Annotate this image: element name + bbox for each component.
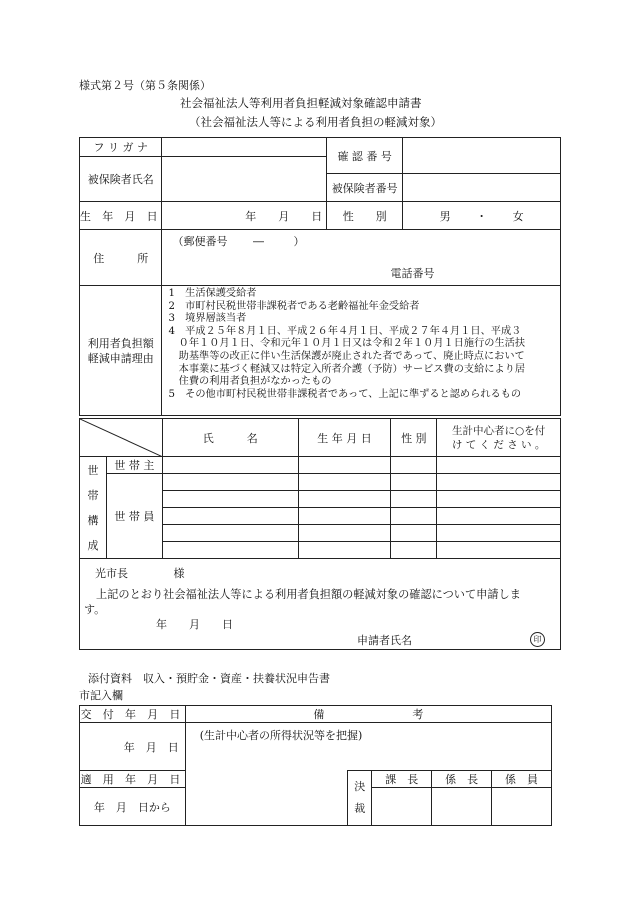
- applicant-name-label[interactable]: 申請者氏名: [357, 634, 412, 647]
- table-row-cell[interactable]: [298, 457, 391, 474]
- section-chief-label: 課 長: [372, 771, 432, 788]
- declaration-statement-end: す。: [84, 603, 106, 616]
- table-row-cell[interactable]: [162, 525, 298, 542]
- application-date[interactable]: 年 月 日: [156, 618, 233, 631]
- household-table: [79, 418, 561, 650]
- reason-line[interactable]: 3 境界層該当者: [168, 313, 247, 325]
- table-row-cell[interactable]: [162, 508, 298, 525]
- table-row-cell[interactable]: [391, 474, 437, 491]
- sex-field[interactable]: [403, 202, 561, 230]
- table-row-cell[interactable]: [298, 491, 391, 508]
- reason-line[interactable]: 1 生活保護受給者: [168, 288, 257, 299]
- table-row-cell[interactable]: [437, 542, 561, 559]
- postal-label: （郵便番号: [172, 235, 228, 248]
- phone-number-label: 電話番号: [390, 267, 435, 280]
- col-note: [437, 419, 561, 457]
- side-char: 成: [87, 538, 99, 552]
- attachment-note: 添付資料 収入・預貯金・資産・扶養状況申告書: [88, 672, 330, 685]
- household-corner: [80, 419, 163, 457]
- honorific: 様: [173, 567, 185, 580]
- table-row-cell[interactable]: [391, 542, 437, 559]
- postal-close: ）: [293, 235, 305, 248]
- issue-date-label: 交 付 年 月 日: [80, 706, 186, 723]
- sex-label: 性 別: [327, 202, 403, 230]
- insured-number-label: 被保険者番号: [327, 174, 403, 202]
- reason-label-line2: 軽減申請理由: [87, 351, 154, 365]
- approval-char: 裁: [354, 802, 366, 815]
- table-row-cell[interactable]: [437, 474, 561, 491]
- table-row-cell[interactable]: [391, 525, 437, 542]
- table-row-cell[interactable]: [391, 457, 437, 474]
- reason-line: 住費の利用者負担がなかったもの: [168, 376, 332, 388]
- staff-stamp[interactable]: [492, 788, 552, 826]
- col-note-line2: け て く だ さ い 。: [451, 438, 546, 451]
- insured-name-label: 被保険者氏名: [80, 157, 162, 202]
- furigana-field[interactable]: [162, 138, 327, 157]
- col-sex: 性 別: [391, 419, 437, 457]
- sex-female[interactable]: 女: [512, 209, 524, 223]
- table-row-cell[interactable]: [162, 474, 298, 491]
- form-subtitle: （社会福祉法人等による利用者負担の軽減対象）: [189, 115, 442, 129]
- reason-line[interactable]: 2 市町村民税世帯非課税者である老齢福祉年金受給者: [168, 300, 420, 312]
- remarks-field[interactable]: (生計中心者の所得状況等を把握): [185, 723, 551, 771]
- side-char: 構: [87, 513, 99, 527]
- table-row-cell[interactable]: [162, 457, 298, 474]
- approval-label: [348, 771, 372, 826]
- reason-label-line1: 利用者負担額: [87, 336, 154, 350]
- remarks-field-lower[interactable]: [185, 771, 348, 826]
- table-row-cell[interactable]: [437, 508, 561, 525]
- col-note-line1: 生計中心者に○を付: [452, 424, 546, 437]
- staff-label: 係 員: [492, 771, 552, 788]
- table-row-cell[interactable]: [298, 542, 391, 559]
- table-row-cell[interactable]: [162, 491, 298, 508]
- reason-line: 本事業に基づく軽減又は特定入所者介護（予防）サービス費の支給により居: [168, 363, 526, 375]
- issue-date-field[interactable]: 年 月 日: [80, 723, 186, 771]
- household-side-label: [80, 457, 107, 559]
- address-field[interactable]: [162, 230, 561, 286]
- approval-char: 決: [354, 780, 366, 793]
- form-number: 様式第２号（第５条関係）: [79, 79, 211, 92]
- reason-line: 助基準等の改正に伴い生活保護が廃止された者であって、廃止時点において: [168, 350, 525, 362]
- section-chief-stamp[interactable]: [372, 788, 432, 826]
- sex-male[interactable]: 男: [439, 209, 451, 223]
- reason-line: ０年１０月１日、令和元年１０月１日又は令和２年１０月１日施行の生活扶: [168, 338, 526, 350]
- declaration-statement: 上記のとおり社会福祉法人等による利用者負担額の軽減対象の確認について申請しま: [96, 588, 521, 601]
- declaration-box: [80, 559, 561, 650]
- diagonal-line: [80, 419, 163, 457]
- col-name: 氏 名: [162, 419, 298, 457]
- apply-date-field[interactable]: 年 月 日から: [80, 788, 186, 826]
- insured-number-field[interactable]: [403, 174, 561, 202]
- reason-line[interactable]: 4 平成２５年８月１日、平成２６年４月１日、平成２７年４月１日、平成３: [168, 325, 522, 337]
- table-row-cell[interactable]: [162, 542, 298, 559]
- table-row-cell[interactable]: [391, 508, 437, 525]
- seal-icon: 印: [530, 632, 545, 647]
- side-char: 世: [87, 463, 99, 477]
- office-heading: 市記入欄: [79, 689, 123, 702]
- table-row-cell[interactable]: [437, 525, 561, 542]
- application-table: [79, 137, 561, 416]
- remarks-label: 備 考: [185, 706, 551, 723]
- birth-date-label: 生 年 月 日: [80, 202, 162, 230]
- sex-separator: ・: [476, 209, 488, 223]
- table-row-cell[interactable]: [298, 525, 391, 542]
- col-birth: 生 年 月 日: [298, 419, 391, 457]
- subsection-chief-label: 係 長: [432, 771, 492, 788]
- table-row-cell[interactable]: [298, 474, 391, 491]
- reason-line[interactable]: 5 その他市町村民税世帯非課税者であって、上記に準ずると認められるもの: [168, 388, 522, 400]
- table-row-cell[interactable]: [391, 491, 437, 508]
- mayor-line: [95, 565, 185, 581]
- postal-dash: ―: [252, 235, 264, 248]
- table-row-cell[interactable]: [437, 491, 561, 508]
- reason-label: [80, 286, 162, 416]
- seal-mark: [530, 632, 545, 647]
- confirmation-number-field[interactable]: [403, 138, 561, 174]
- form-title: 社会福祉法人等利用者負担軽減対象確認申請書: [180, 96, 422, 110]
- insured-name-field[interactable]: [162, 157, 327, 202]
- household-head-label: 世 帯 主: [106, 457, 162, 474]
- address-label: 住 所: [80, 230, 162, 286]
- office-table: [79, 705, 552, 826]
- subsection-chief-stamp[interactable]: [432, 788, 492, 826]
- postal-code[interactable]: [172, 233, 560, 249]
- table-row-cell[interactable]: [298, 508, 391, 525]
- birth-date-field[interactable]: 年 月 日: [162, 202, 327, 230]
- furigana-label: フ リ ガ ナ: [80, 138, 162, 157]
- side-char: 帯: [87, 488, 99, 502]
- table-row-cell[interactable]: [437, 457, 561, 474]
- mayor-label: 光市長: [95, 567, 128, 580]
- confirmation-number-label: 確 認 番 号: [327, 138, 403, 174]
- household-member-label: 世 帯 員: [106, 474, 162, 559]
- apply-date-label: 適 用 年 月 日: [80, 771, 186, 788]
- reason-list: [162, 286, 561, 416]
